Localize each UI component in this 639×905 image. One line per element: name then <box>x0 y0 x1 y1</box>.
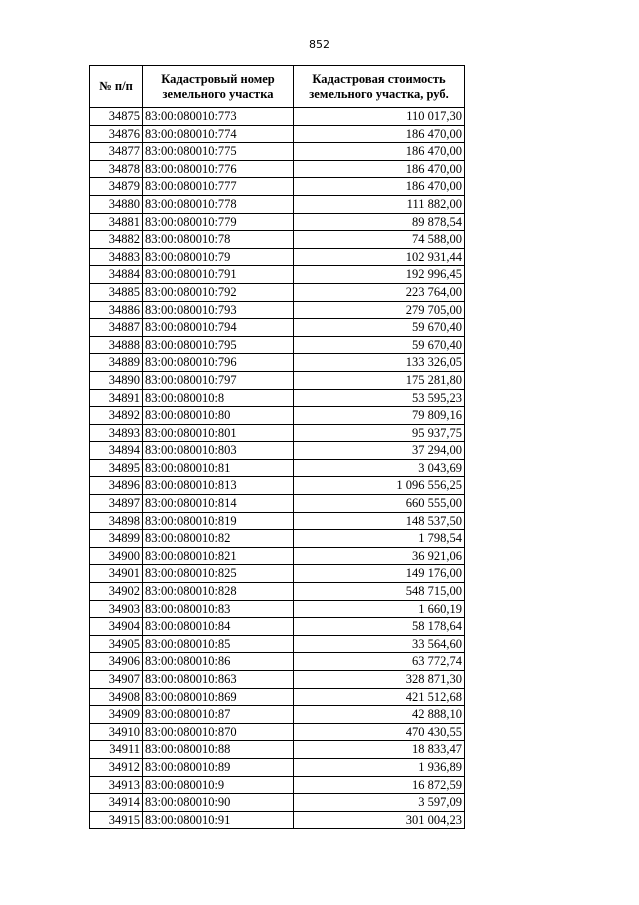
table-row <box>90 301 465 319</box>
row-number: 34890 <box>90 371 143 389</box>
cadastral-value: 301 004,23 <box>294 811 465 829</box>
table-row <box>90 125 465 143</box>
row-number: 34909 <box>90 706 143 724</box>
table-row <box>90 512 465 530</box>
cadastral-number: 83:00:080010:821 <box>143 547 294 565</box>
cadastral-number: 83:00:080010:91 <box>143 811 294 829</box>
cadastral-value: 186 470,00 <box>294 143 465 161</box>
cadastral-value: 223 764,00 <box>294 283 465 301</box>
cadastral-value: 1 660,19 <box>294 600 465 618</box>
row-number: 34910 <box>90 723 143 741</box>
table-row <box>90 459 465 477</box>
cadastral-value: 74 588,00 <box>294 231 465 249</box>
row-number: 34905 <box>90 635 143 653</box>
table-body <box>90 108 465 829</box>
cadastral-number: 83:00:080010:795 <box>143 336 294 354</box>
cadastral-value: 192 996,45 <box>294 266 465 284</box>
cadastral-number: 83:00:080010:86 <box>143 653 294 671</box>
row-number: 34880 <box>90 195 143 213</box>
cadastral-number: 83:00:080010:793 <box>143 301 294 319</box>
cadastral-number: 83:00:080010:863 <box>143 671 294 689</box>
cadastral-number: 83:00:080010:794 <box>143 319 294 337</box>
row-number: 34881 <box>90 213 143 231</box>
cadastral-number: 83:00:080010:87 <box>143 706 294 724</box>
cadastral-number: 83:00:080010:797 <box>143 371 294 389</box>
row-number: 34883 <box>90 248 143 266</box>
table-row <box>90 143 465 161</box>
table-row <box>90 583 465 601</box>
cadastral-number: 83:00:080010:796 <box>143 354 294 372</box>
page-number: 852 <box>309 38 330 51</box>
row-number: 34889 <box>90 354 143 372</box>
row-number: 34913 <box>90 776 143 794</box>
row-number: 34891 <box>90 389 143 407</box>
row-number: 34912 <box>90 758 143 776</box>
table-row <box>90 794 465 812</box>
cadastral-number: 83:00:080010:88 <box>143 741 294 759</box>
table-row <box>90 618 465 636</box>
cadastral-value: 470 430,55 <box>294 723 465 741</box>
table-row <box>90 811 465 829</box>
cadastral-value: 58 178,64 <box>294 618 465 636</box>
cadastral-number: 83:00:080010:792 <box>143 283 294 301</box>
row-number: 34899 <box>90 530 143 548</box>
cadastral-value: 133 326,05 <box>294 354 465 372</box>
table-row <box>90 354 465 372</box>
row-number: 34901 <box>90 565 143 583</box>
header-num: № п/п <box>90 66 143 108</box>
cadastral-value: 111 882,00 <box>294 195 465 213</box>
cadastral-value: 328 871,30 <box>294 671 465 689</box>
row-number: 34904 <box>90 618 143 636</box>
cadastral-number: 83:00:080010:79 <box>143 248 294 266</box>
cadastral-value: 149 176,00 <box>294 565 465 583</box>
row-number: 34878 <box>90 160 143 178</box>
cadastral-number: 83:00:080010:84 <box>143 618 294 636</box>
table-row <box>90 706 465 724</box>
row-number: 34885 <box>90 283 143 301</box>
row-number: 34882 <box>90 231 143 249</box>
cadastral-value: 175 281,80 <box>294 371 465 389</box>
header-row <box>90 66 465 108</box>
header-cadastral-number: Кадастровый номер земельного участка <box>143 66 294 108</box>
cadastral-number: 83:00:080010:779 <box>143 213 294 231</box>
row-number: 34898 <box>90 512 143 530</box>
table-row <box>90 336 465 354</box>
cadastral-value: 89 878,54 <box>294 213 465 231</box>
cadastral-value: 3 597,09 <box>294 794 465 812</box>
cadastral-value: 95 937,75 <box>294 424 465 442</box>
table-row <box>90 231 465 249</box>
cadastral-value: 186 470,00 <box>294 160 465 178</box>
table-row <box>90 495 465 513</box>
row-number: 34894 <box>90 442 143 460</box>
cadastral-value: 63 772,74 <box>294 653 465 671</box>
row-number: 34887 <box>90 319 143 337</box>
cadastral-value: 53 595,23 <box>294 389 465 407</box>
cadastral-value: 279 705,00 <box>294 301 465 319</box>
table-row <box>90 442 465 460</box>
row-number: 34892 <box>90 407 143 425</box>
cadastral-number: 83:00:080010:82 <box>143 530 294 548</box>
cadastral-number: 83:00:080010:813 <box>143 477 294 495</box>
table-row <box>90 178 465 196</box>
row-number: 34897 <box>90 495 143 513</box>
cadastral-value: 37 294,00 <box>294 442 465 460</box>
row-number: 34876 <box>90 125 143 143</box>
row-number: 34900 <box>90 547 143 565</box>
cadastral-number: 83:00:080010:90 <box>143 794 294 812</box>
row-number: 34914 <box>90 794 143 812</box>
cadastral-value: 421 512,68 <box>294 688 465 706</box>
cadastral-number: 83:00:080010:78 <box>143 231 294 249</box>
row-number: 34906 <box>90 653 143 671</box>
cadastral-value: 3 043,69 <box>294 459 465 477</box>
cadastral-number: 83:00:080010:89 <box>143 758 294 776</box>
cadastral-value: 33 564,60 <box>294 635 465 653</box>
cadastral-number: 83:00:080010:80 <box>143 407 294 425</box>
table-row <box>90 600 465 618</box>
cadastral-value: 102 931,44 <box>294 248 465 266</box>
cadastral-number: 83:00:080010:870 <box>143 723 294 741</box>
cadastral-number: 83:00:080010:828 <box>143 583 294 601</box>
table-row <box>90 319 465 337</box>
table-row <box>90 723 465 741</box>
header-cadastral-value: Кадастровая стоимость земельного участка, руб. <box>294 66 465 108</box>
cadastral-number: 83:00:080010:774 <box>143 125 294 143</box>
cadastral-value: 18 833,47 <box>294 741 465 759</box>
cadastral-number: 83:00:080010:773 <box>143 108 294 126</box>
cadastral-value: 186 470,00 <box>294 178 465 196</box>
row-number: 34888 <box>90 336 143 354</box>
cadastral-value: 1 096 556,25 <box>294 477 465 495</box>
cadastral-value: 148 537,50 <box>294 512 465 530</box>
cadastral-value: 79 809,16 <box>294 407 465 425</box>
cadastral-number: 83:00:080010:803 <box>143 442 294 460</box>
table-row <box>90 160 465 178</box>
row-number: 34902 <box>90 583 143 601</box>
table-row <box>90 530 465 548</box>
table-row <box>90 424 465 442</box>
cadastral-value: 16 872,59 <box>294 776 465 794</box>
table-row <box>90 108 465 126</box>
table-row <box>90 653 465 671</box>
cadastral-number: 83:00:080010:825 <box>143 565 294 583</box>
table-row <box>90 741 465 759</box>
row-number: 34915 <box>90 811 143 829</box>
cadastral-value: 1 936,89 <box>294 758 465 776</box>
cadastral-value: 110 017,30 <box>294 108 465 126</box>
row-number: 34911 <box>90 741 143 759</box>
row-number: 34907 <box>90 671 143 689</box>
cadastral-number: 83:00:080010:81 <box>143 459 294 477</box>
cadastral-number: 83:00:080010:778 <box>143 195 294 213</box>
row-number: 34879 <box>90 178 143 196</box>
row-number: 34875 <box>90 108 143 126</box>
row-number: 34877 <box>90 143 143 161</box>
row-number: 34896 <box>90 477 143 495</box>
table-row <box>90 758 465 776</box>
table-row <box>90 565 465 583</box>
table-row <box>90 283 465 301</box>
row-number: 34893 <box>90 424 143 442</box>
table-row <box>90 547 465 565</box>
cadastral-value: 548 715,00 <box>294 583 465 601</box>
cadastral-number: 83:00:080010:777 <box>143 178 294 196</box>
row-number: 34886 <box>90 301 143 319</box>
table-row <box>90 671 465 689</box>
cadastral-value: 1 798,54 <box>294 530 465 548</box>
cadastral-value: 59 670,40 <box>294 336 465 354</box>
row-number: 34903 <box>90 600 143 618</box>
cadastral-value: 186 470,00 <box>294 125 465 143</box>
table-row <box>90 477 465 495</box>
table-row <box>90 389 465 407</box>
table-row <box>90 266 465 284</box>
table-header <box>90 66 465 108</box>
table-row <box>90 371 465 389</box>
row-number: 34884 <box>90 266 143 284</box>
cadastral-number: 83:00:080010:775 <box>143 143 294 161</box>
cadastral-number: 83:00:080010:8 <box>143 389 294 407</box>
cadastral-number: 83:00:080010:9 <box>143 776 294 794</box>
table-row <box>90 213 465 231</box>
table-row <box>90 407 465 425</box>
cadastral-value: 36 921,06 <box>294 547 465 565</box>
cadastral-number: 83:00:080010:776 <box>143 160 294 178</box>
cadastral-value: 59 670,40 <box>294 319 465 337</box>
cadastral-number: 83:00:080010:814 <box>143 495 294 513</box>
table-row <box>90 195 465 213</box>
row-number: 34908 <box>90 688 143 706</box>
table-row <box>90 635 465 653</box>
cadastral-number: 83:00:080010:85 <box>143 635 294 653</box>
cadastral-value: 660 555,00 <box>294 495 465 513</box>
cadastral-number: 83:00:080010:869 <box>143 688 294 706</box>
row-number: 34895 <box>90 459 143 477</box>
table-row <box>90 776 465 794</box>
cadastral-number: 83:00:080010:83 <box>143 600 294 618</box>
cadastral-number: 83:00:080010:801 <box>143 424 294 442</box>
table-row <box>90 688 465 706</box>
cadastral-number: 83:00:080010:791 <box>143 266 294 284</box>
table-row <box>90 248 465 266</box>
cadastral-number: 83:00:080010:819 <box>143 512 294 530</box>
cadastral-table <box>89 65 465 829</box>
cadastral-value: 42 888,10 <box>294 706 465 724</box>
